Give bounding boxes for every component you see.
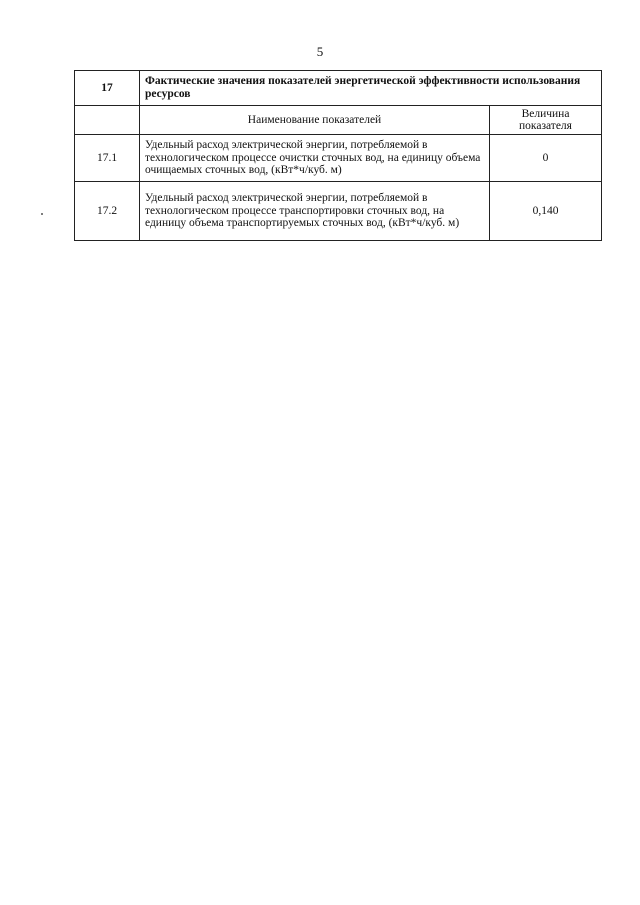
- row-indicator-value: 0: [490, 135, 602, 182]
- energy-efficiency-table: [74, 70, 602, 241]
- table-row: [75, 135, 602, 182]
- scan-speck: [41, 213, 43, 215]
- section-number: 17: [75, 71, 140, 106]
- header-indicator-value: Величина показателя: [490, 106, 602, 135]
- section-title: Фактические значения показателей энергетической эффективности использования ресурсов: [140, 71, 602, 106]
- page-number: 5: [316, 44, 324, 59]
- row-number: 17.1: [75, 135, 140, 182]
- section-header-row: [75, 71, 602, 106]
- header-indicator-name: Наименование показателей: [140, 106, 490, 135]
- header-number-cell: [75, 106, 140, 135]
- row-indicator-name: Удельный расход электрической энергии, потребляемой в технологическом процессе транспортировки сточных вод, на единицу объема транспортируемых сточных вод, (кВт*ч/куб. м): [140, 182, 490, 241]
- table-row: [75, 182, 602, 241]
- column-header-row: [75, 106, 602, 135]
- row-number: 17.2: [75, 182, 140, 241]
- row-indicator-name: Удельный расход электрической энергии, потребляемой в технологическом процессе очистки сточных вод, на единицу объема очищаемых сточных вод, (кВт*ч/куб. м): [140, 135, 490, 182]
- row-indicator-value: 0,140: [490, 182, 602, 241]
